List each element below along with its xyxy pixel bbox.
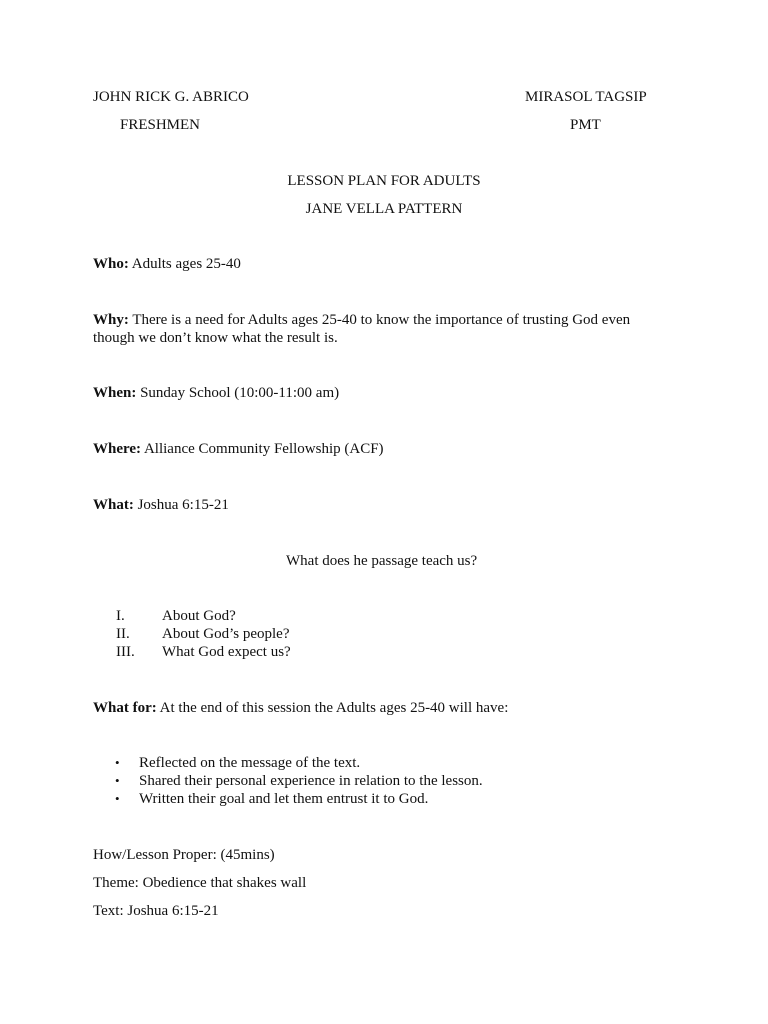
what-for-label: What for: — [93, 700, 157, 716]
when-label: When: — [93, 385, 137, 401]
outline-number: II. — [116, 626, 130, 642]
who-text: Adults ages 25-40 — [128, 256, 241, 272]
objective-text: Reflected on the message of the text. — [139, 755, 361, 771]
what-text: Joshua 6:15-21 — [133, 497, 229, 513]
outline-text: About God? — [162, 608, 236, 624]
when-section — [93, 384, 673, 402]
author-name: JOHN RICK G. ABRICO — [93, 89, 249, 105]
document-subtitle: JANE VELLA PATTERN — [305, 201, 463, 217]
why-section — [93, 311, 663, 347]
document-title: LESSON PLAN FOR ADULTS — [287, 173, 481, 189]
where-text: Alliance Community Fellowship (ACF) — [141, 441, 384, 457]
passage-question: What does he passage teach us? — [286, 553, 478, 569]
objective-text: Shared their personal experience in relation to the lesson. — [139, 773, 483, 789]
bullet-icon: • — [115, 791, 120, 806]
author-level: FRESHMEN — [120, 117, 201, 133]
where-label: Where: — [93, 441, 142, 457]
lesson-theme: Theme: Obedience that shakes wall — [93, 875, 307, 891]
what-section — [93, 496, 673, 514]
why-label: Why: — [93, 312, 129, 328]
what-for-text: At the end of this session the Adults ages 25-40 will have: — [156, 700, 509, 716]
outline-number: I. — [116, 608, 125, 624]
who-label: Who: — [93, 256, 129, 272]
lesson-proper: How/Lesson Proper: (45mins) — [93, 847, 275, 863]
bullet-icon: • — [115, 773, 120, 788]
lesson-text: Text: Joshua 6:15-21 — [93, 903, 219, 919]
who-section — [93, 255, 673, 273]
what-label: What: — [93, 497, 134, 513]
where-section — [93, 440, 673, 458]
bullet-icon: • — [115, 755, 120, 770]
instructor-name: MIRASOL TAGSIP — [525, 89, 647, 105]
what-for-section — [93, 699, 673, 717]
outline-number: III. — [116, 644, 135, 660]
outline-text: What God expect us? — [162, 644, 291, 660]
why-text: There is a need for Adults ages 25-40 to know the importance of trusting God even though we don’t know what the result is. — [93, 312, 631, 346]
outline-text: About God’s people? — [162, 626, 290, 642]
when-text: Sunday School (10:00-11:00 am) — [136, 385, 340, 401]
objective-text: Written their goal and let them entrust it to God. — [139, 791, 429, 807]
instructor-course: PMT — [570, 117, 601, 133]
